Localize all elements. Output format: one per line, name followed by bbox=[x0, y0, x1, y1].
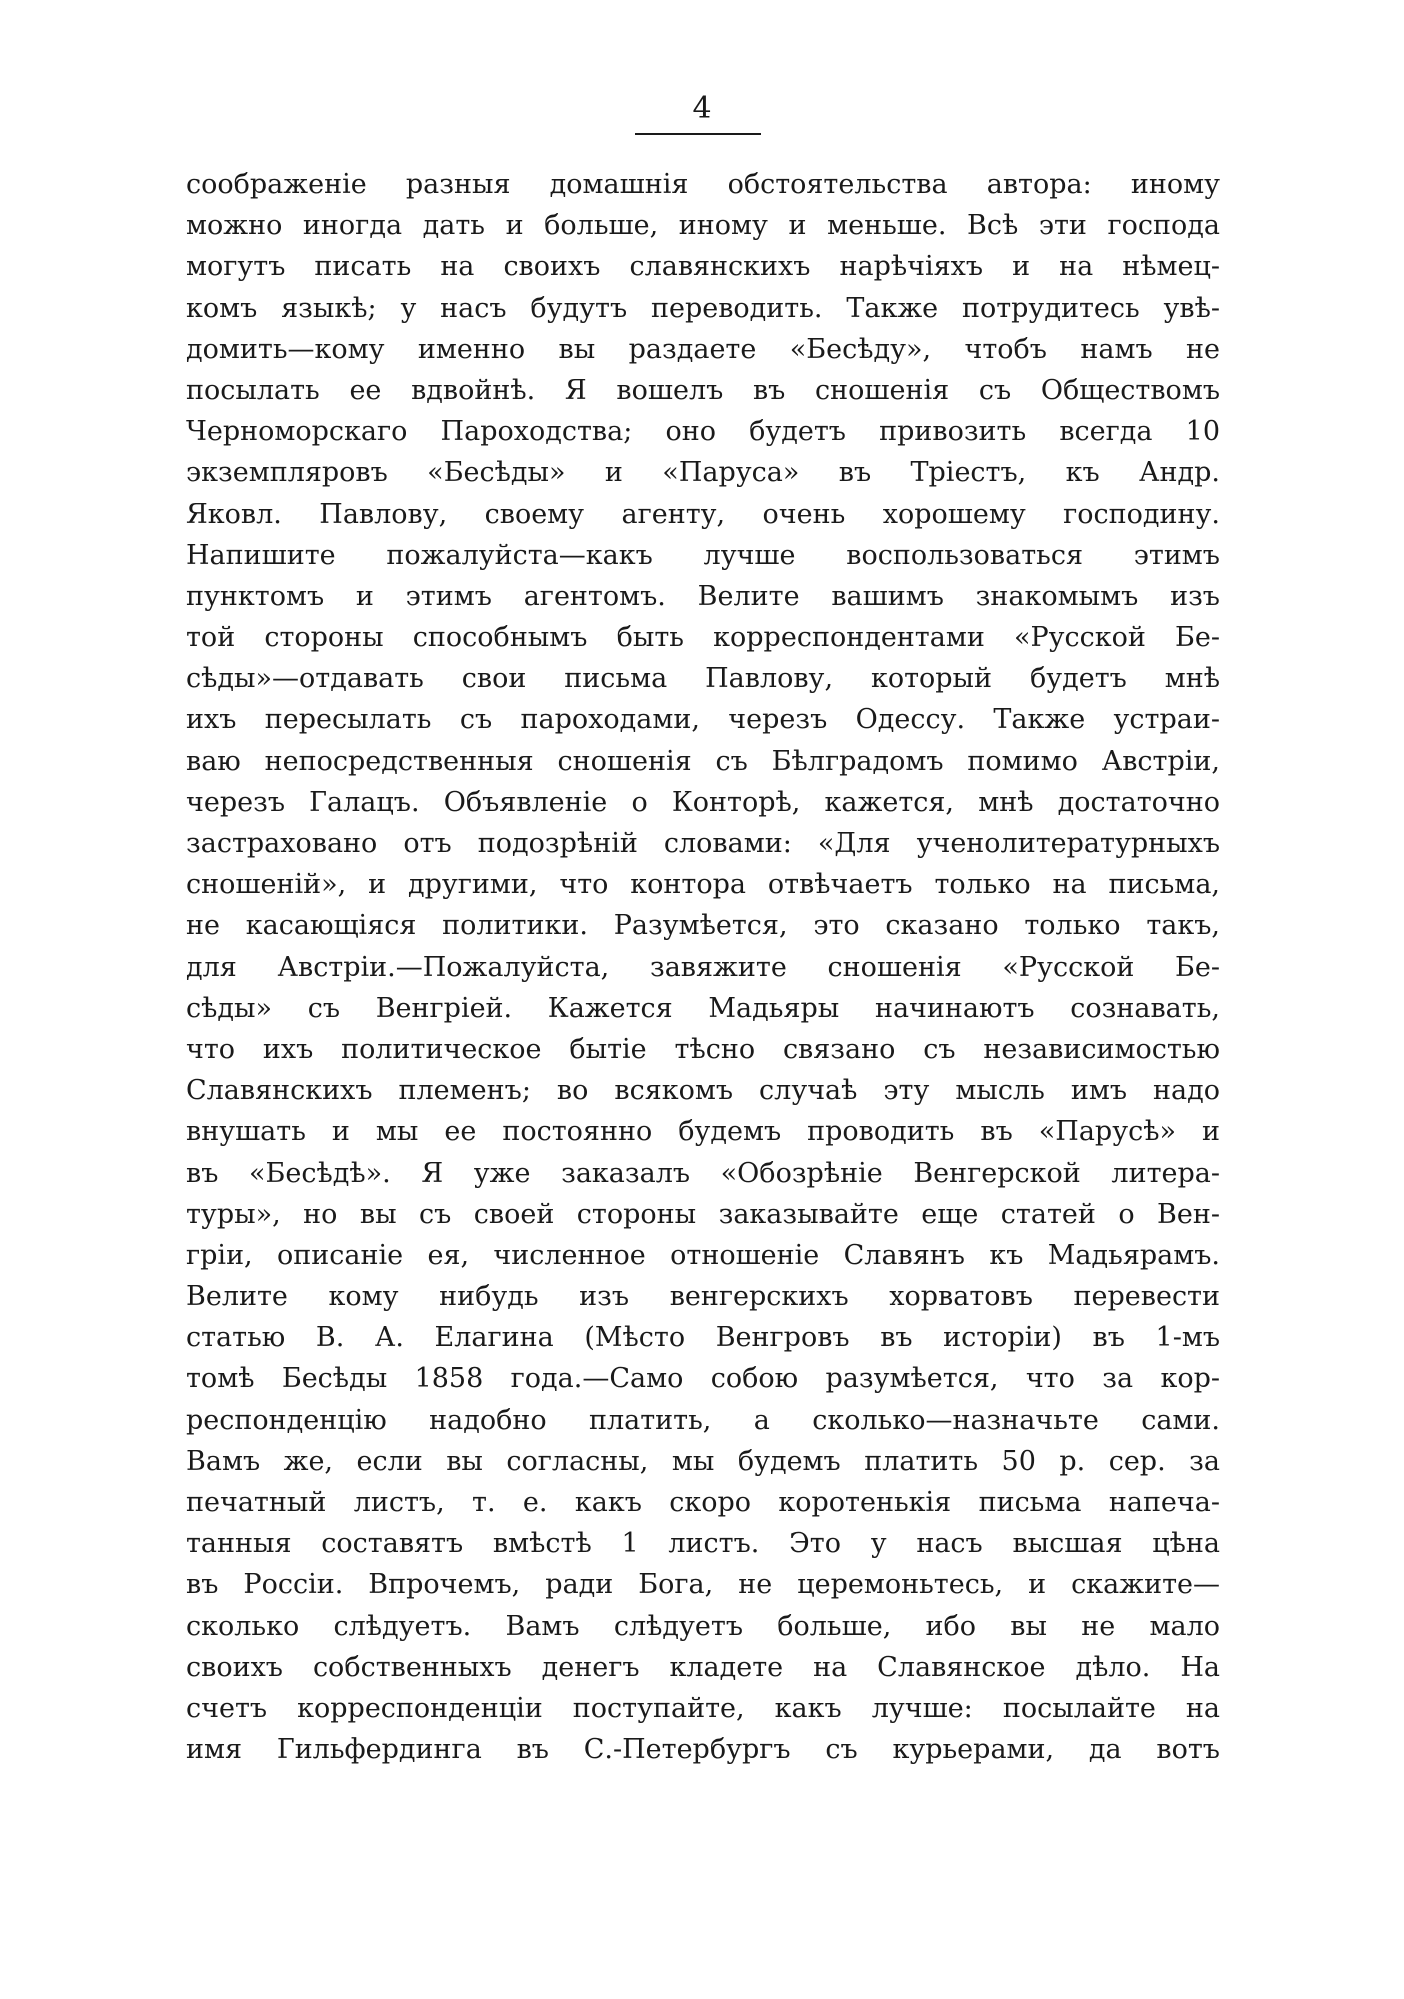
text-line: застраховано отъ подозрѣній словами: «Для ученолитературныхъ bbox=[186, 828, 1220, 859]
text-line: черезъ Галацъ. Объявленіе о Конторѣ, кажется, мнѣ достаточно bbox=[186, 786, 1220, 818]
text-line: соображеніе разныя домашнія обстоятельства автора: иному bbox=[186, 169, 1220, 200]
text-line: танныя составятъ вмѣстѣ 1 листъ. Это у насъ высшая цѣна bbox=[186, 1528, 1220, 1560]
text-line: сѣды» съ Венгріей. Кажется Мадьяры начинаютъ сознавать, bbox=[186, 992, 1220, 1024]
text-line: домить—кому именно вы раздаете «Бесѣду», чтобъ намъ не bbox=[186, 333, 1220, 365]
text-line: комъ языкѣ; у насъ будутъ переводить. Также потрудитесь увѣ- bbox=[186, 292, 1220, 324]
text-line: сѣды»—отдавать свои письма Павлову, который будетъ мнѣ bbox=[186, 663, 1220, 695]
text-line: Черноморскаго Пароходства; оно будетъ привозить всегда 10 bbox=[186, 416, 1220, 448]
text-line: внушать и мы ее постоянно будемъ проводить въ «Парусѣ» и bbox=[186, 1116, 1220, 1148]
text-line: что ихъ политическое бытіе тѣсно связано съ независимостью bbox=[186, 1033, 1220, 1065]
text-line: Славянскихъ племенъ; во всякомъ случаѣ эту мысль имъ надо bbox=[186, 1075, 1220, 1107]
text-line: гріи, описаніе ея, численное отношеніе Славянъ къ Мадьярамъ. bbox=[186, 1239, 1220, 1271]
text-line: посылать ее вдвойнѣ. Я вошелъ въ сношенія съ Обществомъ bbox=[186, 374, 1220, 406]
text-line: имя Гильфердинга въ С.-Петербургъ съ курьерами, да вотъ bbox=[186, 1734, 1220, 1766]
text-line: туры», но вы съ своей стороны заказывайте еще статей о Вен- bbox=[186, 1198, 1220, 1230]
text-line: сколько слѣдуетъ. Вамъ слѣдуетъ больше, ибо вы не мало bbox=[186, 1610, 1220, 1642]
text-line: въ «Бесѣдѣ». Я уже заказалъ «Обозрѣніе Венгерской литера- bbox=[186, 1157, 1220, 1189]
text-line: Велите кому нибудь изъ венгерскихъ хорватовъ перевести bbox=[186, 1281, 1220, 1313]
text-line: Напишите пожалуйста—какъ лучше воспользоваться этимъ bbox=[186, 539, 1220, 571]
text-line: счетъ корреспонденціи поступайте, какъ лучше: посылайте на bbox=[186, 1692, 1220, 1724]
text-line: сношеній», и другими, что контора отвѣчаетъ только на письма, bbox=[186, 869, 1220, 901]
text-line: печатный листъ, т. е. какъ скоро коротенькія письма напеча- bbox=[186, 1487, 1220, 1518]
page-number-rule bbox=[635, 133, 761, 135]
text-line: своихъ собственныхъ денегъ кладете на Славянское дѣло. На bbox=[186, 1651, 1220, 1683]
body-text bbox=[186, 164, 1220, 1770]
text-line: въ Россіи. Впрочемъ, ради Бога, не церемоньтесь, и скажите— bbox=[186, 1569, 1220, 1601]
text-line: той стороны способнымъ быть корреспондентами «Русской Бе- bbox=[186, 622, 1220, 654]
text-line: респонденцію надобно платить, а сколько—назначьте сами. bbox=[186, 1404, 1220, 1436]
text-line: ваю непосредственныя сношенія съ Бѣлградомъ помимо Австріи, bbox=[186, 745, 1220, 777]
text-line: экземпляровъ «Бесѣды» и «Паруса» въ Тріестъ, къ Андр. bbox=[186, 457, 1220, 489]
text-line: могутъ писать на своихъ славянскихъ нарѣчіяхъ и на нѣмец- bbox=[186, 251, 1220, 283]
text-line: томѣ Бесѣды 1858 года.—Само собою разумѣется, что за кор- bbox=[186, 1363, 1220, 1395]
text-line: для Австріи.—Пожалуйста, завяжите сношенія «Русской Бе- bbox=[186, 951, 1220, 983]
text-line: Вамъ же, если вы согласны, мы будемъ платить 50 р. сер. за bbox=[186, 1445, 1220, 1477]
text-line: ихъ пересылать съ пароходами, черезъ Одессу. Также устраи- bbox=[186, 704, 1220, 736]
page-number: 4 bbox=[692, 91, 712, 126]
text-line: пунктомъ и этимъ агентомъ. Велите вашимъ знакомымъ изъ bbox=[186, 580, 1220, 612]
text-line: можно иногда дать и больше, иному и меньше. Всѣ эти господа bbox=[186, 210, 1220, 242]
text-line: Яковл. Павлову, своему агенту, очень хорошему господину. bbox=[186, 498, 1220, 530]
text-line: статью В. А. Елагина (Мѣсто Венгровъ въ исторіи) въ 1-мъ bbox=[186, 1322, 1220, 1354]
text-line: не касающіяся политики. Разумѣется, это сказано только такъ, bbox=[186, 910, 1220, 942]
